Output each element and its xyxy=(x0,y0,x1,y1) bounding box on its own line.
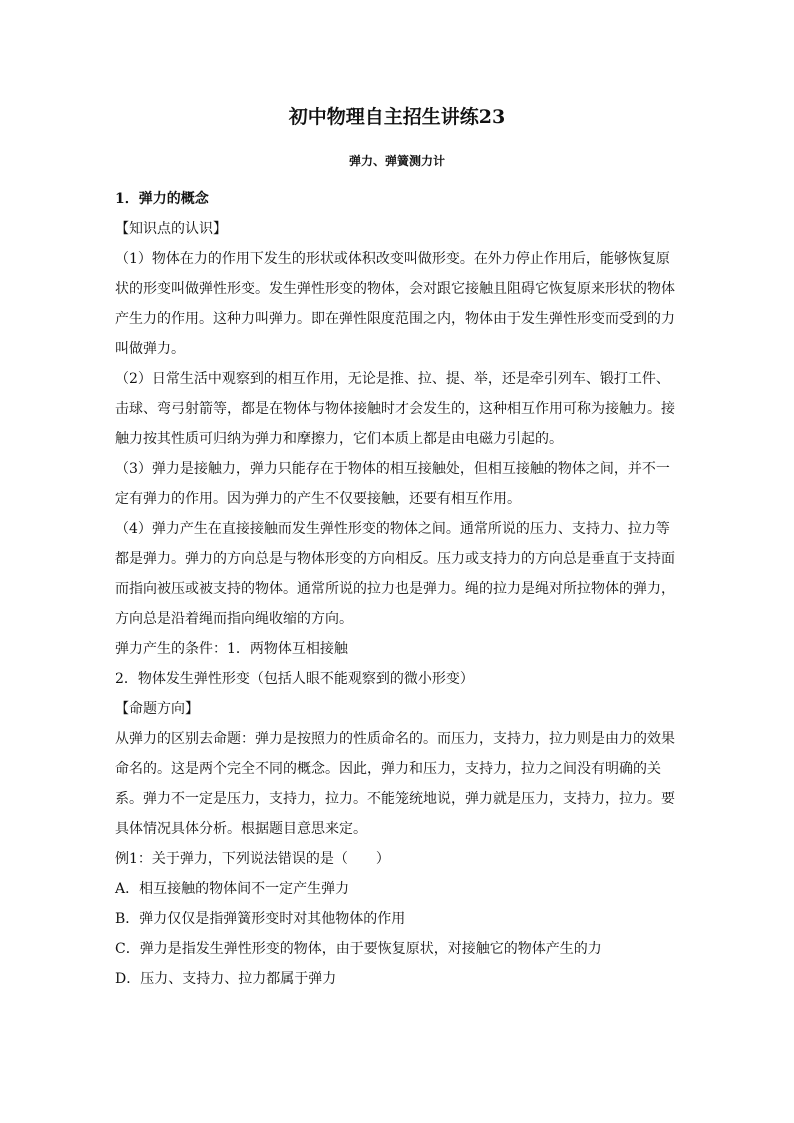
section-heading: 1．弹力的概念 xyxy=(115,191,209,207)
knowledge-point-3: （3）弹力是接触力，弹力只能存在于物体的相互接触处，但相互接触的物体之间，并不一定有弹力的作用。因为弹力的产生不仅要接触，还要有相互作用。 xyxy=(115,461,670,507)
document-body xyxy=(115,184,683,994)
document-title: 初中物理自主招生讲练23 xyxy=(288,106,506,128)
option-b: B．弹力仅仅是指弹簧形变时对其他物体的作用 xyxy=(115,911,406,927)
direction-heading: 【命题方向】 xyxy=(115,701,199,717)
knowledge-point-4: （4）弹力产生在直接接触而发生弹性形变的物体之间。通常所说的压力、支持力、拉力等都是弹力。弹力的方向总是与物体形变的方向相反。压力或支持力的方向总是垂直于支持面而指向被压或被支持的物体。通常所说的拉力也是弹力。绳的拉力是绳对所拉物体的弹力，方向总是沿着绳而指向绳收缩的方向。 xyxy=(115,521,675,627)
example-question: 例1：关于弹力，下列说法错误的是（ ） xyxy=(115,851,390,867)
direction-paragraph: 从弹力的区别去命题：弹力是按照力的性质命名的。而压力，支持力，拉力则是由力的效果命名的。这是两个完全不同的概念。因此，弹力和压力，支持力，拉力之间没有明确的关系。弹力不一定是压力，支持力，拉力。不能笼统地说，弹力就是压力，支持力，拉力。要具体情况具体分析。根据题目意思来定。 xyxy=(115,731,675,837)
option-d: D．压力、支持力、拉力都属于弹力 xyxy=(115,971,337,987)
condition-line-2: 2．物体发生弹性形变（包括人眼不能观察到的微小形变） xyxy=(115,671,474,687)
knowledge-point-1: （1）物体在力的作用下发生的形状或体积改变叫做形变。在外力停止作用后，能够恢复原状的形变叫做弹性形变。发生弹性形变的物体，会对跟它接触且阻碍它恢复原来形状的物体产生力的作用。这种力叫弹力。即在弹性限度范围之内，物体由于发生弹性形变而受到的力叫做弹力。 xyxy=(115,251,675,357)
condition-line-1: 弹力产生的条件：1．两物体互相接触 xyxy=(115,641,348,657)
knowledge-point-2: （2）日常生活中观察到的相互作用，无论是推、拉、提、举，还是牵引列车、锻打工件、击球、弯弓射箭等，都是在物体与物体接触时才会发生的，这种相互作用可称为接触力。接触力按其性质可归纳为弹力和摩擦力，它们本质上都是由电磁力引起的。 xyxy=(115,371,675,447)
option-c: C．弹力是指发生弹性形变的物体，由于要恢复原状，对接触它的物体产生的力 xyxy=(115,941,602,957)
document-subtitle: 弹力、弹簧测力计 xyxy=(348,154,445,168)
knowledge-heading: 【知识点的认识】 xyxy=(115,221,227,237)
option-a: A．相互接触的物体间不一定产生弹力 xyxy=(115,881,350,897)
